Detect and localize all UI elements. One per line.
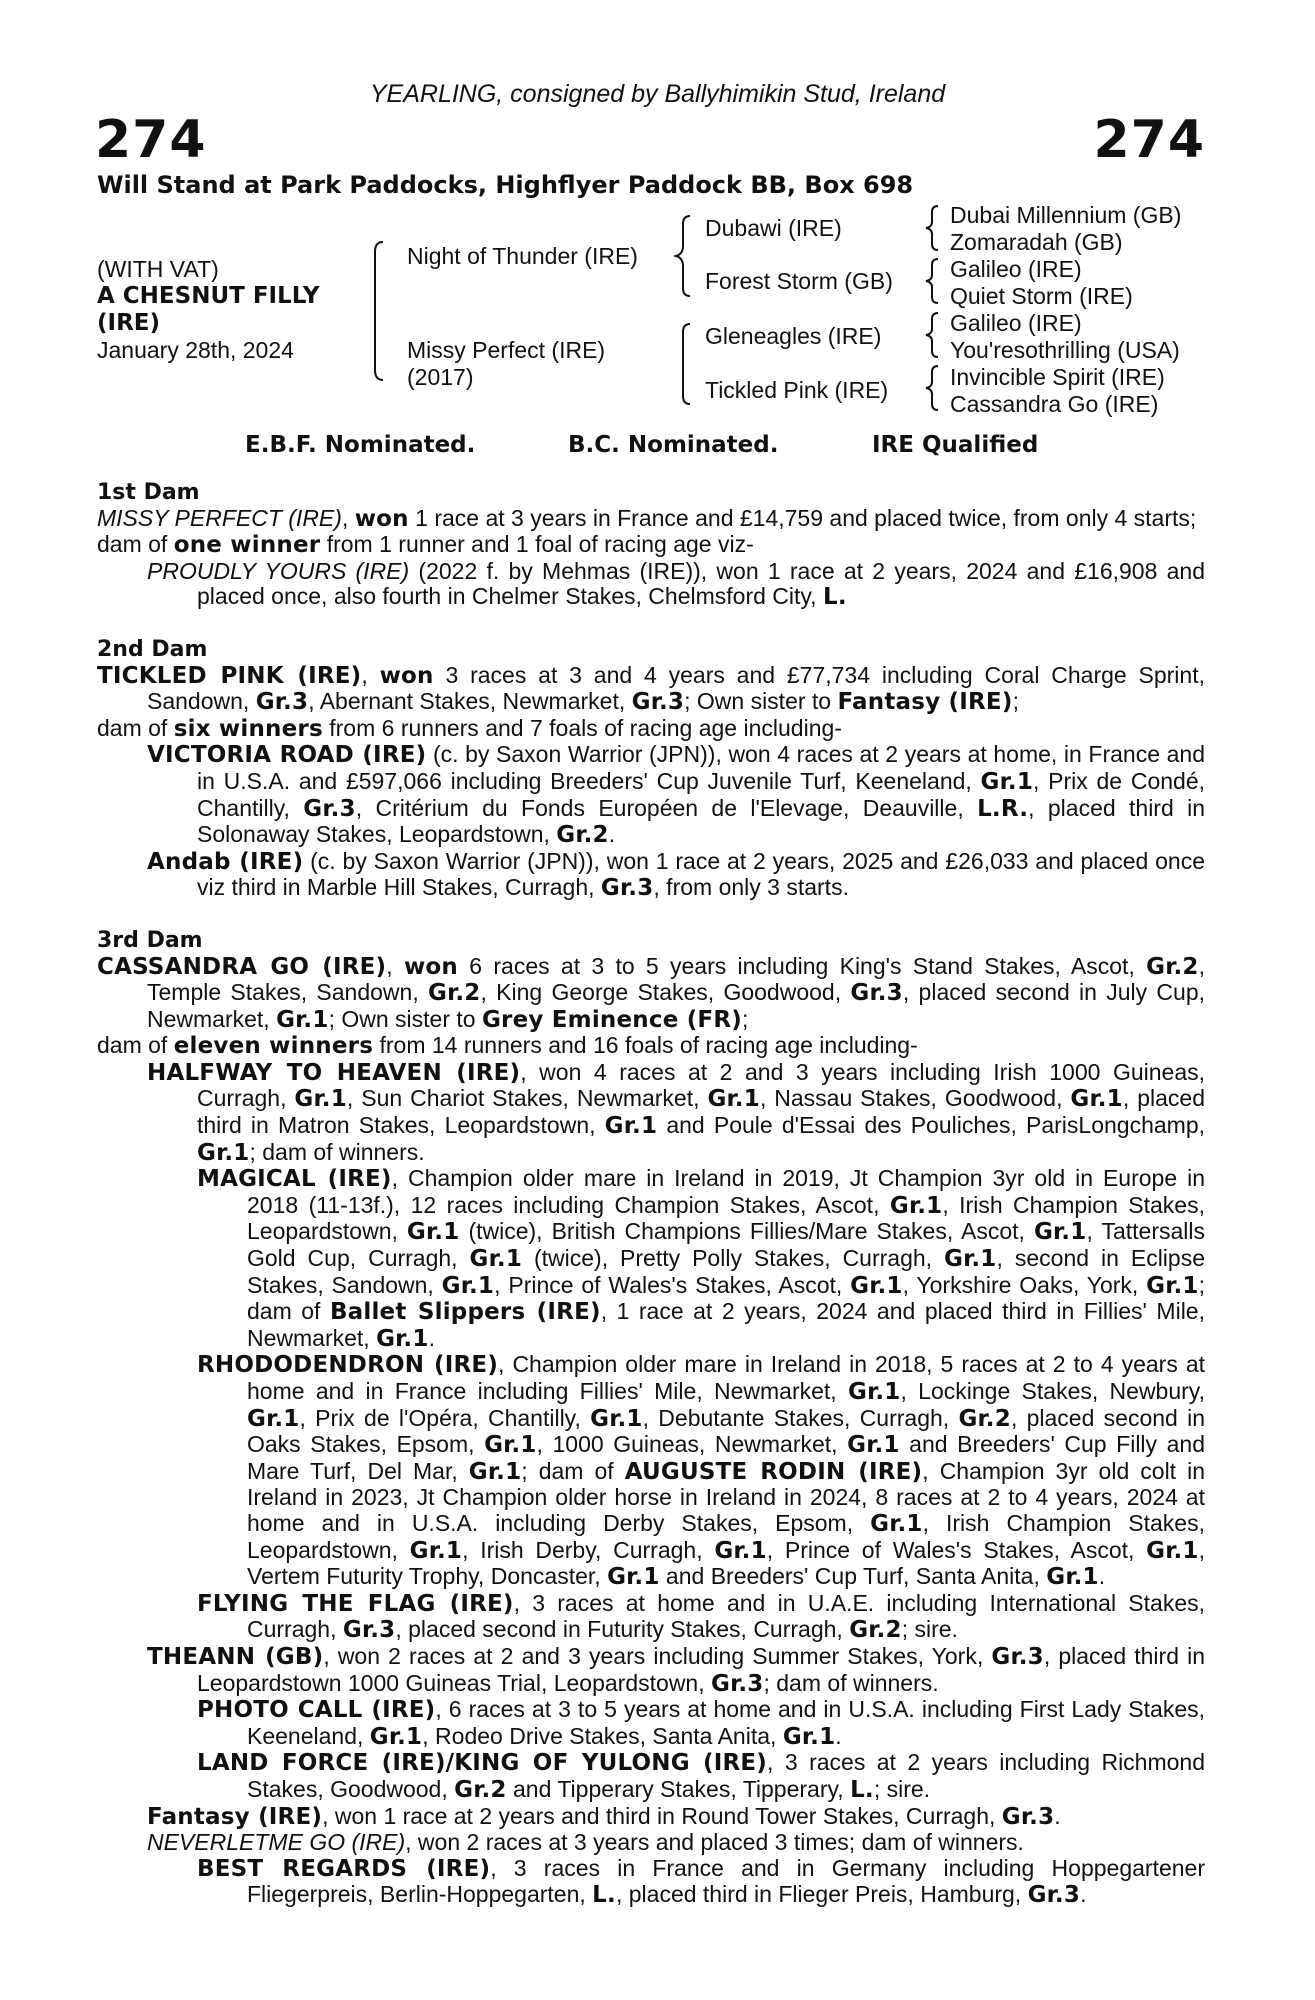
dam-dam: Tickled Pink (IRE) xyxy=(705,377,889,403)
pedigree-entry xyxy=(97,1033,1205,1060)
entry-text: . xyxy=(608,821,616,848)
entry-text: , won 4 races at 2 and 3 years including Irish 1000 Guineas, Curragh, xyxy=(197,1058,1206,1112)
family-notes xyxy=(97,480,1205,1909)
bold-text: Gr.1 xyxy=(409,1537,463,1564)
pedigree-entry xyxy=(97,1644,1205,1697)
entry-text: , Champion older mare in Ireland in 2019, Jt Champion 3yr old in Europe in 2018 (11-13f.), 12 races including Champion Stakes, Ascot, xyxy=(247,1165,1205,1218)
bold-text: Gr.1 xyxy=(1146,1537,1199,1564)
bold-text: VICTORIA ROAD (IRE) xyxy=(147,742,427,769)
pedigree-entry xyxy=(97,1804,1205,1831)
lot-number-left: 274 xyxy=(95,110,207,170)
entry-text: , Critérium du Fonds Européen de l'Elevage, Deauville, xyxy=(355,794,978,821)
bold-text: Gr.1 xyxy=(980,768,1034,795)
entry-text: ; sire. xyxy=(873,1775,931,1802)
dam-year: (2017) xyxy=(407,364,474,390)
entry-text: ; dam of xyxy=(247,1271,1205,1325)
pedigree-entry xyxy=(97,559,1205,611)
entry-text: (2022 f. by Mehmas (IRE)), won 1 race at 2 years, 2024 and £16,908 and placed once, also fourth in Chelmer Stakes, Chelmsford City, xyxy=(197,557,1205,610)
bold-text: Gr.1 xyxy=(468,1458,522,1485)
entry-text: , Prix de Condé, Chantilly, xyxy=(197,767,1206,821)
entry-text: , Vertem Futurity Trophy, Doncaster, xyxy=(247,1536,1205,1590)
bold-text: Gr.1 xyxy=(889,1192,943,1219)
sire-sire: Dubawi (IRE) xyxy=(705,215,842,241)
pedigree-brace-g1 xyxy=(922,200,946,256)
italic-text: MISSY PERFECT (IRE) xyxy=(97,504,342,531)
entry-text: and Poule d'Essai des Pouliches, ParisLongchamp, xyxy=(657,1112,1205,1139)
bold-text: one winner xyxy=(173,532,321,559)
entry-text: , Lockinge Stakes, Newbury, xyxy=(900,1378,1205,1404)
entry-text: and Tipperary Stakes, Tipperary, xyxy=(506,1775,851,1802)
ebf-nomination: E.B.F. Nominated. xyxy=(245,432,476,458)
italic-text: NEVERLETME GO (IRE) xyxy=(147,1829,406,1856)
entry-text: ; dam of winners. xyxy=(249,1138,425,1165)
entry-text: and Breeders' Cup Filly and Mare Turf, Del Mar, xyxy=(247,1431,1205,1484)
bold-text: Gr.3 xyxy=(600,875,654,902)
pedigree-entry xyxy=(97,1856,1205,1909)
entry-text: from 6 runners and 7 foals of racing age including- xyxy=(322,714,842,741)
bold-text: Gr.1 xyxy=(590,1405,643,1432)
bold-text: Gr.1 xyxy=(484,1432,537,1459)
entry-text: , placed third in Leopardstown 1000 Guineas Trial, Leopardstown, xyxy=(197,1642,1205,1696)
bold-text: Gr.1 xyxy=(607,1564,660,1591)
entry-text: , 3 races at 2 years including Richmond Stakes, Goodwood, xyxy=(247,1749,1206,1802)
entry-text: , placed third in Flieger Preis, Hamburg, xyxy=(615,1881,1028,1908)
bold-text: CASSANDRA GO (IRE) xyxy=(97,953,387,980)
section-heading: 3rd Dam xyxy=(97,927,203,953)
bold-text: won xyxy=(379,662,434,689)
bold-text: Gr.2 xyxy=(849,1617,902,1644)
pedigree-entry xyxy=(97,532,1205,559)
bold-text: FLYING THE FLAG (IRE) xyxy=(197,1590,514,1617)
bold-text: Gr.1 xyxy=(469,1246,523,1273)
bold-text: Gr.1 xyxy=(406,1219,460,1246)
bold-text: Grey Eminence (FR) xyxy=(481,1006,742,1033)
second-dam-section xyxy=(97,637,1205,902)
bold-text: Fantasy (IRE) xyxy=(837,689,1013,716)
entry-text: . xyxy=(428,1324,435,1351)
bold-text: Gr.2 xyxy=(454,1776,507,1803)
entry-text: dam of xyxy=(97,714,174,741)
entry-text: , 3 races at home and in U.A.E. including International Stakes, Curragh, xyxy=(247,1589,1206,1643)
bold-text: Gr.3 xyxy=(711,1670,764,1697)
entry-text: , Champion 3yr old colt in Ireland in 2023, Jt Champion older horse in Ireland in 2024, 8 races at 2 to 4 years, 2024 at home and in U.S.A. including Derby Stakes, Epsom, xyxy=(247,1457,1205,1536)
bold-text: Fantasy (IRE) xyxy=(147,1803,323,1830)
entry-text: , Yorkshire Oaks, York, xyxy=(902,1271,1147,1298)
entry-text: , placed second in July Cup, Newmarket, xyxy=(147,979,1206,1032)
bold-text: PHOTO CALL (IRE) xyxy=(197,1697,436,1724)
bold-text: Gr.1 xyxy=(369,1723,423,1750)
pedigree-entry xyxy=(97,663,1205,716)
lot-number-right: 274 xyxy=(1093,110,1205,170)
bold-text: Gr.3 xyxy=(1027,1882,1081,1909)
entry-text: dam of xyxy=(97,531,174,558)
ancestor-g3: Galileo (IRE) xyxy=(950,256,1082,282)
entry-text: , xyxy=(341,504,355,531)
section-heading: 2nd Dam xyxy=(97,636,208,662)
entry-text: , Debutante Stakes, Curragh, xyxy=(642,1404,959,1431)
bold-text: Gr.3 xyxy=(991,1643,1044,1670)
bold-text: Gr.1 xyxy=(376,1325,429,1352)
ancestor-g8: Cassandra Go (IRE) xyxy=(950,391,1159,417)
bold-text: BEST REGARDS (IRE) xyxy=(197,1855,491,1882)
bold-text: Gr.1 xyxy=(247,1405,300,1432)
entry-text: ; Own sister to xyxy=(684,688,838,715)
pedigree-entry xyxy=(97,1697,1205,1750)
entry-text: , Irish Champion Stakes, Leopardstown, xyxy=(247,1191,1205,1245)
bold-text: Ballet Slippers (IRE) xyxy=(329,1299,601,1326)
entry-text: , Champion older mare in Ireland in 2018, 5 races at 2 to 4 years at home and in France including Fillies' Mile, Newmarket, xyxy=(247,1351,1206,1404)
bold-text: Gr.1 xyxy=(1033,1219,1087,1246)
entry-text: . xyxy=(835,1722,842,1749)
pedigree-entry xyxy=(97,1166,1205,1352)
bold-text: Gr.1 xyxy=(714,1537,767,1564)
entry-text: dam of xyxy=(97,1032,174,1059)
bold-text: Gr.1 xyxy=(707,1086,760,1113)
entry-text: , Temple Stakes, Sandown, xyxy=(147,952,1206,1006)
entry-text: , placed third in Solonaway Stakes, Leopardstown, xyxy=(197,794,1206,848)
bold-text: six winners xyxy=(173,715,323,742)
entry-text: , second in Eclipse Stakes, Sandown, xyxy=(247,1245,1205,1298)
bold-text: Gr.3 xyxy=(631,689,685,716)
entry-text: from 1 runner and 1 foal of racing age viz- xyxy=(320,531,754,558)
pedigree-entry xyxy=(97,506,1205,533)
entry-text: , Irish Derby, Curragh, xyxy=(462,1536,715,1563)
entry-text: , Irish Champion Stakes, Leopardstown, xyxy=(247,1509,1205,1563)
vat-note: (WITH VAT) xyxy=(97,256,219,282)
bold-text: L. xyxy=(592,1882,616,1909)
entry-text: , 3 races in France and in Germany including Hoppegartener Fliegerpreis, Berlin-Hoppegarten, xyxy=(247,1854,1205,1908)
ancestor-g7: Invincible Spirit (IRE) xyxy=(950,364,1165,390)
bc-nomination: B.C. Nominated. xyxy=(568,432,779,458)
bold-text: Gr.1 xyxy=(1146,1272,1199,1299)
pedigree-brace-g4 xyxy=(922,360,946,416)
entry-text: , Nassau Stakes, Goodwood, xyxy=(759,1085,1071,1112)
bold-text: Gr.3 xyxy=(342,1617,396,1644)
bold-text: LAND FORCE (IRE)/KING OF YULONG (IRE) xyxy=(197,1750,768,1777)
bold-text: THEANN (GB) xyxy=(147,1643,324,1670)
entry-text: ; Own sister to xyxy=(328,1005,482,1032)
entry-text: (twice), Pretty Polly Stakes, Curragh, xyxy=(522,1245,945,1272)
ancestor-g4: Quiet Storm (IRE) xyxy=(950,283,1133,309)
entry-text: 3 races at 3 and 4 years and £77,734 including Coral Charge Sprint, Sandown, xyxy=(147,661,1205,715)
ancestor-g1: Dubai Millennium (GB) xyxy=(950,202,1182,228)
bold-text: Gr.1 xyxy=(1070,1086,1123,1113)
bold-text: L. xyxy=(850,1776,874,1803)
bold-text: TICKLED PINK (IRE) xyxy=(97,662,362,689)
entry-text: , Tattersalls Gold Cup, Curragh, xyxy=(247,1218,1205,1272)
entry-text: , placed second in Oaks Stakes, Epsom, xyxy=(247,1404,1206,1458)
pedigree-entry xyxy=(97,1750,1205,1803)
pedigree-entry xyxy=(97,849,1205,902)
pedigree-entry xyxy=(97,954,1205,1034)
entry-text: , Rodeo Drive Stakes, Santa Anita, xyxy=(422,1722,783,1749)
pedigree-table xyxy=(0,0,1315,440)
pedigree-entry xyxy=(97,716,1205,743)
bold-text: HALFWAY TO HEAVEN (IRE) xyxy=(147,1059,521,1086)
entry-text: , from only 3 starts. xyxy=(653,874,849,901)
third-dam-section xyxy=(97,928,1205,1909)
bold-text: won xyxy=(354,505,409,532)
foaling-date: January 28th, 2024 xyxy=(97,337,294,363)
entry-text: , Prince of Wales's Stakes, Ascot, xyxy=(494,1271,851,1298)
section-heading: 1st Dam xyxy=(97,480,200,505)
pedigree-entry xyxy=(97,1830,1205,1856)
entry-text: , placed third in Matron Stakes, Leopardstown, xyxy=(197,1085,1205,1139)
bold-text: Gr.1 xyxy=(604,1113,658,1140)
entry-text: . xyxy=(1080,1881,1087,1908)
entry-text: , Prince of Wales's Stakes, Ascot, xyxy=(766,1536,1147,1563)
entry-text: 1 race at 3 years in France and £14,759 and placed twice, from only 4 starts; xyxy=(408,504,1197,531)
entry-text: , won 2 races at 3 years and placed 3 times; dam of winners. xyxy=(405,1829,1024,1856)
pedigree-entry xyxy=(97,1352,1205,1590)
pedigree-brace-main xyxy=(365,240,395,390)
entry-text: , 1 race at 2 years, 2024 and placed third in Fillies' Mile, Newmarket, xyxy=(247,1298,1205,1351)
pedigree-brace-dam xyxy=(674,320,702,410)
entry-text: ; dam of winners. xyxy=(763,1669,939,1696)
bold-text: L. xyxy=(822,584,847,611)
entry-text: , xyxy=(386,952,404,979)
bold-text: Gr.3 xyxy=(850,980,903,1007)
bold-text: Gr.1 xyxy=(276,1006,329,1033)
entry-text: , won 2 races at 2 and 3 years including Summer Stakes, York, xyxy=(323,1642,992,1669)
bold-text: Gr.2 xyxy=(428,980,481,1007)
entry-text: . xyxy=(1098,1563,1106,1590)
entry-text: , 1000 Guineas, Newmarket, xyxy=(536,1431,848,1458)
first-dam-section xyxy=(97,480,1205,611)
entry-text: , Abernant Stakes, Newmarket, xyxy=(308,688,632,715)
entry-text: ; xyxy=(741,1005,749,1032)
bold-text: Gr.3 xyxy=(1001,1803,1055,1830)
horse-name-country: (IRE) xyxy=(97,310,161,336)
bold-text: Gr.1 xyxy=(197,1139,250,1166)
ancestor-g5: Galileo (IRE) xyxy=(950,310,1082,336)
pedigree-entry xyxy=(97,1591,1205,1644)
bold-text: Gr.1 xyxy=(944,1246,997,1273)
pedigree-brace-g2 xyxy=(922,253,946,309)
entry-text: , xyxy=(361,661,380,688)
entry-text: , Sun Chariot Stakes, Newmarket, xyxy=(346,1085,708,1112)
sire-dam: Forest Storm (GB) xyxy=(705,268,893,294)
entry-text: ; sire. xyxy=(901,1616,958,1643)
entry-text: , placed second in Futurity Stakes, Curragh, xyxy=(395,1616,850,1643)
entry-text: , Prix de l'Opéra, Chantilly, xyxy=(299,1404,591,1431)
entry-text: (c. by Saxon Warrior (JPN)), won 4 races at 2 years at home, in France and in U.S.A. and £597,066 including Breeders' Cup Juvenile Turf, Keeneland, xyxy=(197,741,1205,794)
entry-text: ; xyxy=(1012,688,1019,715)
bold-text: Gr.1 xyxy=(441,1272,495,1299)
bold-text: RHODODENDRON (IRE) xyxy=(197,1352,499,1379)
entry-text: from 14 runners and 16 foals of racing age including- xyxy=(373,1032,918,1059)
bold-text: Gr.2 xyxy=(556,822,609,849)
bold-text: Andab (IRE) xyxy=(147,848,304,875)
dam: Missy Perfect (IRE) xyxy=(407,337,606,363)
bold-text: Gr.1 xyxy=(1046,1564,1099,1591)
entry-text: ; dam of xyxy=(521,1457,625,1484)
bold-text: eleven winners xyxy=(173,1033,374,1060)
bold-text: Gr.1 xyxy=(848,1379,901,1405)
entry-text: , King George Stakes, Goodwood, xyxy=(480,979,851,1006)
bold-text: Gr.1 xyxy=(870,1510,923,1537)
pedigree-entry xyxy=(97,742,1205,848)
bold-text: AUGUSTE RODIN (IRE) xyxy=(624,1458,923,1485)
pedigree-brace-sire xyxy=(674,212,702,302)
bold-text: L.R. xyxy=(977,795,1029,822)
stand-location: Will Stand at Park Paddocks, Highflyer Paddock BB, Box 698 xyxy=(97,171,914,199)
italic-text: PROUDLY YOURS (IRE) xyxy=(147,557,410,584)
bold-text: Gr.1 xyxy=(847,1432,900,1459)
bold-text: MAGICAL (IRE) xyxy=(197,1166,392,1193)
entry-text: (c. by Saxon Warrior (JPN)), won 1 race at 2 years, 2025 and £26,033 and placed once viz third in Marble Hill Stakes, Curragh, xyxy=(197,847,1205,901)
bold-text: Gr.1 xyxy=(850,1272,903,1299)
pedigree-brace-g3 xyxy=(922,307,946,363)
consignment-line: YEARLING, consigned by Ballyhimikin Stud, Ireland xyxy=(369,80,946,108)
bold-text: Gr.2 xyxy=(1146,953,1199,980)
dam-sire: Gleneagles (IRE) xyxy=(705,323,882,349)
bold-text: Gr.2 xyxy=(958,1405,1011,1432)
bold-text: won xyxy=(403,953,458,980)
entry-text: (twice), British Champions Fillies/Mare Stakes, Ascot, xyxy=(459,1218,1034,1245)
sire: Night of Thunder (IRE) xyxy=(407,243,638,269)
bold-text: Gr.3 xyxy=(303,795,356,822)
entry-text: 6 races at 3 to 5 years including King's Stand Stakes, Ascot, xyxy=(458,952,1147,979)
entry-text: , 6 races at 3 to 5 years at home and in U.S.A. including First Lady Stakes, Keeneland, xyxy=(247,1696,1205,1749)
ire-qualified: IRE Qualified xyxy=(872,432,1039,458)
entry-text: , won 1 race at 2 years and third in Round Tower Stakes, Curragh, xyxy=(322,1802,1002,1829)
bold-text: Gr.3 xyxy=(255,689,309,716)
entry-text: and Breeders' Cup Turf, Santa Anita, xyxy=(659,1563,1047,1590)
ancestor-g6: You'resothrilling (USA) xyxy=(950,337,1180,363)
bold-text: Gr.1 xyxy=(294,1086,347,1113)
entry-text: . xyxy=(1054,1802,1061,1829)
ancestor-g2: Zomaradah (GB) xyxy=(950,229,1123,255)
horse-name: A CHESNUT FILLY xyxy=(97,283,320,309)
bold-text: Gr.1 xyxy=(782,1723,836,1750)
pedigree-entry xyxy=(97,1060,1205,1166)
